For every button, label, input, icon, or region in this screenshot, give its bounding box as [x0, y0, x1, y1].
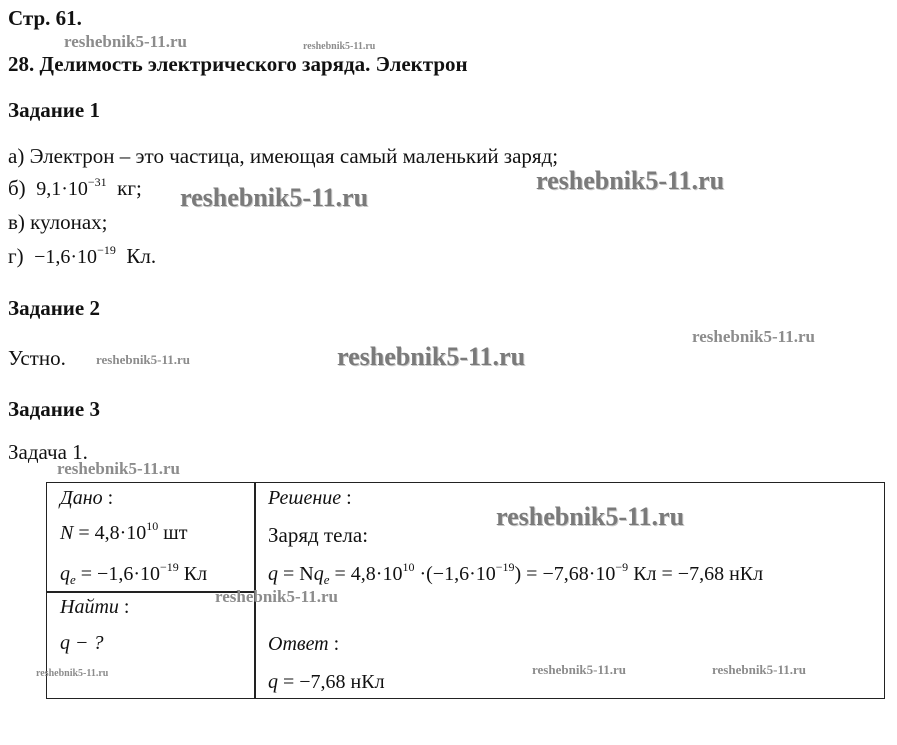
answer-value: q = −7,68 нКл	[268, 671, 385, 693]
given-n: $N = 4,8\cdot 10^{10}$ шт	[60, 519, 188, 544]
item-d-prefix: г)	[8, 244, 24, 268]
watermark: reshebnik5-11.ru	[57, 459, 180, 478]
solution-formula: $q = Nq_e = 4,8\cdot 10^{10} \cdot(-1,6\cdot 10^{-19}) = -7,68\cdot 10^{-9}$ Кл = −7,68 нКл	[268, 560, 764, 587]
task2-heading: Задание 2	[8, 296, 100, 320]
answer-label: Ответ :	[268, 633, 340, 655]
given-qe: $q_e = -1,6\cdot 10^{-19}$ Кл	[60, 560, 208, 587]
item-d-exponent: −19	[97, 243, 116, 257]
watermark: reshebnik5-11.ru	[337, 342, 526, 371]
item-b-exponent: −31	[87, 175, 107, 189]
given-label: Дано :	[60, 487, 114, 509]
watermark: reshebnik5-11.ru	[96, 352, 191, 367]
problem-label: Задача 1.	[8, 440, 88, 464]
watermark: reshebnik5-11.ru	[64, 32, 187, 51]
watermark: reshebnik5-11.ru	[215, 587, 338, 606]
item-b-prefix: б)	[8, 176, 26, 200]
watermark: reshebnik5-11.ru	[180, 183, 369, 212]
page-number: Стр. 61.	[8, 6, 82, 30]
watermark: reshebnik5-11.ru	[692, 327, 815, 346]
watermark: reshebnik5-11.ru	[36, 668, 109, 679]
task1-item-d	[8, 244, 156, 269]
section-title: 28. Делимость электрического заряда. Электрон	[8, 52, 468, 76]
find-expression: q − ?	[60, 632, 104, 654]
item-b-mantissa: 9,1·10	[36, 178, 88, 200]
task1-heading: Задание 1	[8, 98, 100, 122]
task3-heading: Задание 3	[8, 397, 100, 421]
task1-item-c: в) кулонах;	[8, 210, 108, 234]
task1-item-b	[8, 176, 142, 201]
item-d-unit: Кл.	[126, 244, 157, 268]
watermark: reshebnik5-11.ru	[496, 502, 685, 531]
task1-item-a: а) Электрон – это частица, имеющая самый маленький заряд;	[8, 144, 559, 168]
find-label: Найти :	[60, 596, 130, 618]
task2-text: Устно.	[8, 346, 66, 370]
watermark: reshebnik5-11.ru	[712, 662, 807, 677]
watermark: reshebnik5-11.ru	[536, 166, 725, 195]
item-d-mantissa: −1,6·10	[34, 246, 98, 268]
charge-text: Заряд тела:	[268, 523, 369, 547]
watermark: reshebnik5-11.ru	[532, 662, 627, 677]
item-b-unit: кг;	[117, 176, 142, 200]
solution-label: Решение :	[268, 487, 352, 509]
watermark: reshebnik5-11.ru	[303, 41, 376, 52]
